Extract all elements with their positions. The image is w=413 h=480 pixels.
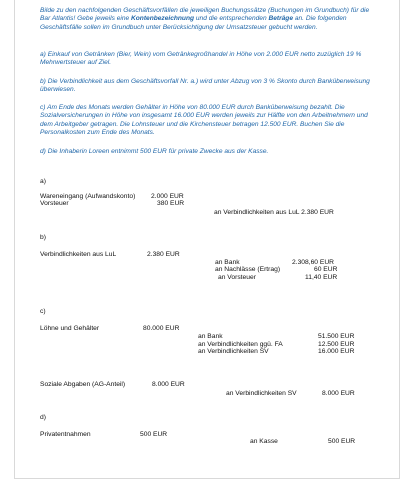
answer-c2-debit-amount: 8.000 EUR (152, 381, 185, 388)
answer-b-credit-2-amount: 60 EUR (314, 266, 338, 273)
task-intro-text-mid: und die entsprechenden (194, 15, 269, 23)
answer-c-credit-2-amount: 12.500 EUR (318, 341, 355, 348)
answer-b-credit-3-amount: 11,40 EUR (305, 274, 338, 281)
answer-b-debit: Verbindlichkeiten aus LuL (40, 251, 117, 258)
answer-b-credit-3: an Vorsteuer (218, 274, 256, 281)
answer-c2-debit: Soziale Abgaben (AG-Anteil) (40, 381, 126, 388)
answer-a-credit: an Verbindlichkeiten aus LuL 2.380 EUR (214, 209, 334, 216)
answer-a-debit-1-amount: 2.000 EUR (151, 193, 184, 200)
answer-b-label: b) (40, 234, 46, 241)
answer-c-credit-1-amount: 51.500 EUR (318, 333, 355, 340)
task-intro-text: Bilde zu den nachfolgenden Geschäftsvorfällen die jeweiligen Buchungssätze (Buchungen im Grundbuch) für die Bar Atlantis! Gebe jeweils eine (40, 7, 370, 23)
answer-a-debit-2: Vorsteuer (40, 200, 69, 207)
answer-c-credit-3: an Verbindlichkeiten SV (198, 348, 269, 355)
answer-c2-credit-amount: 8.000 EUR (322, 390, 355, 397)
answer-b-credit-2: an Nachlässe (Ertrag) (215, 266, 281, 273)
task-c: c) Am Ende des Monats werden Gehälter in Höhe von 80.000 EUR durch Banküberweisung bezahlt. Die Sozialversicherungen in Höhe von insgesamt 16.000 EUR werden jeweils zur Hälfte von den Arbeitnehmern und dem Arbeitgeber getragen. Die Lohnsteuer und die Kirchensteuer betragen 12.500 EUR. Buchen Sie die Personalkosten zum Ende des Monats. (40, 104, 368, 136)
answer-c-debit: Löhne und Gehälter (40, 325, 100, 332)
answer-b-credit-1: an Bank (215, 259, 240, 266)
answer-c2-credit: an Verbindlichkeiten SV (226, 390, 297, 397)
answer-a-debit-2-amount: 380 EUR (157, 200, 185, 207)
answer-d-label: d) (40, 414, 46, 421)
answer-c-credit-2: an Verbindlichkeiten ggü. FA (198, 341, 283, 348)
answer-d-debit-amount: 500 EUR (140, 431, 168, 438)
task-b: b) Die Verbindlichkeit aus dem Geschäftsvorfall Nr. a.) wird unter Abzug von 3 % Skonto durch Banküberweisung überwiesen. (40, 78, 370, 94)
answer-c-credit-1: an Bank (198, 333, 223, 340)
answer-a-label: a) (40, 178, 46, 185)
answer-b-debit-amount: 2.380 EUR (147, 251, 180, 258)
task-intro (40, 7, 370, 32)
answer-d-debit: Privatentnahmen (40, 431, 91, 438)
answer-c-debit-amount: 80.000 EUR (143, 325, 180, 332)
task-intro-bold-amounts: Beträge (268, 15, 294, 23)
task-a: a) Einkauf von Getränken (Bier, Wein) vom Getränkegroßhandel in Höhe von 2.000 EUR netto zuzüglich 19 % Mehrwertsteuer auf Ziel. (40, 51, 362, 67)
answer-b-credit-1-amount: 2.308,60 EUR (292, 259, 335, 266)
answer-d-credit-amount: 500 EUR (328, 438, 356, 445)
answer-c-label: c) (40, 308, 46, 315)
page-border (14, 0, 400, 479)
task-intro-bold-account: Kontenbezeichnung (131, 15, 195, 23)
answer-a-debit-1: Wareneingang (Aufwandskonto) (40, 193, 136, 200)
answer-c-credit-3-amount: 16.000 EUR (318, 348, 355, 355)
task-intro-text-end: an. Die folgenden Geschäftsfälle sollen im Grundbuch unter Berücksichtigung der Umsatzsteuer gebucht werden. (40, 15, 347, 31)
task-d: d) Die Inhaberin Loreen entnimmt 500 EUR für private Zwecke aus der Kasse. (40, 148, 269, 155)
answer-d-credit: an Kasse (250, 438, 278, 445)
